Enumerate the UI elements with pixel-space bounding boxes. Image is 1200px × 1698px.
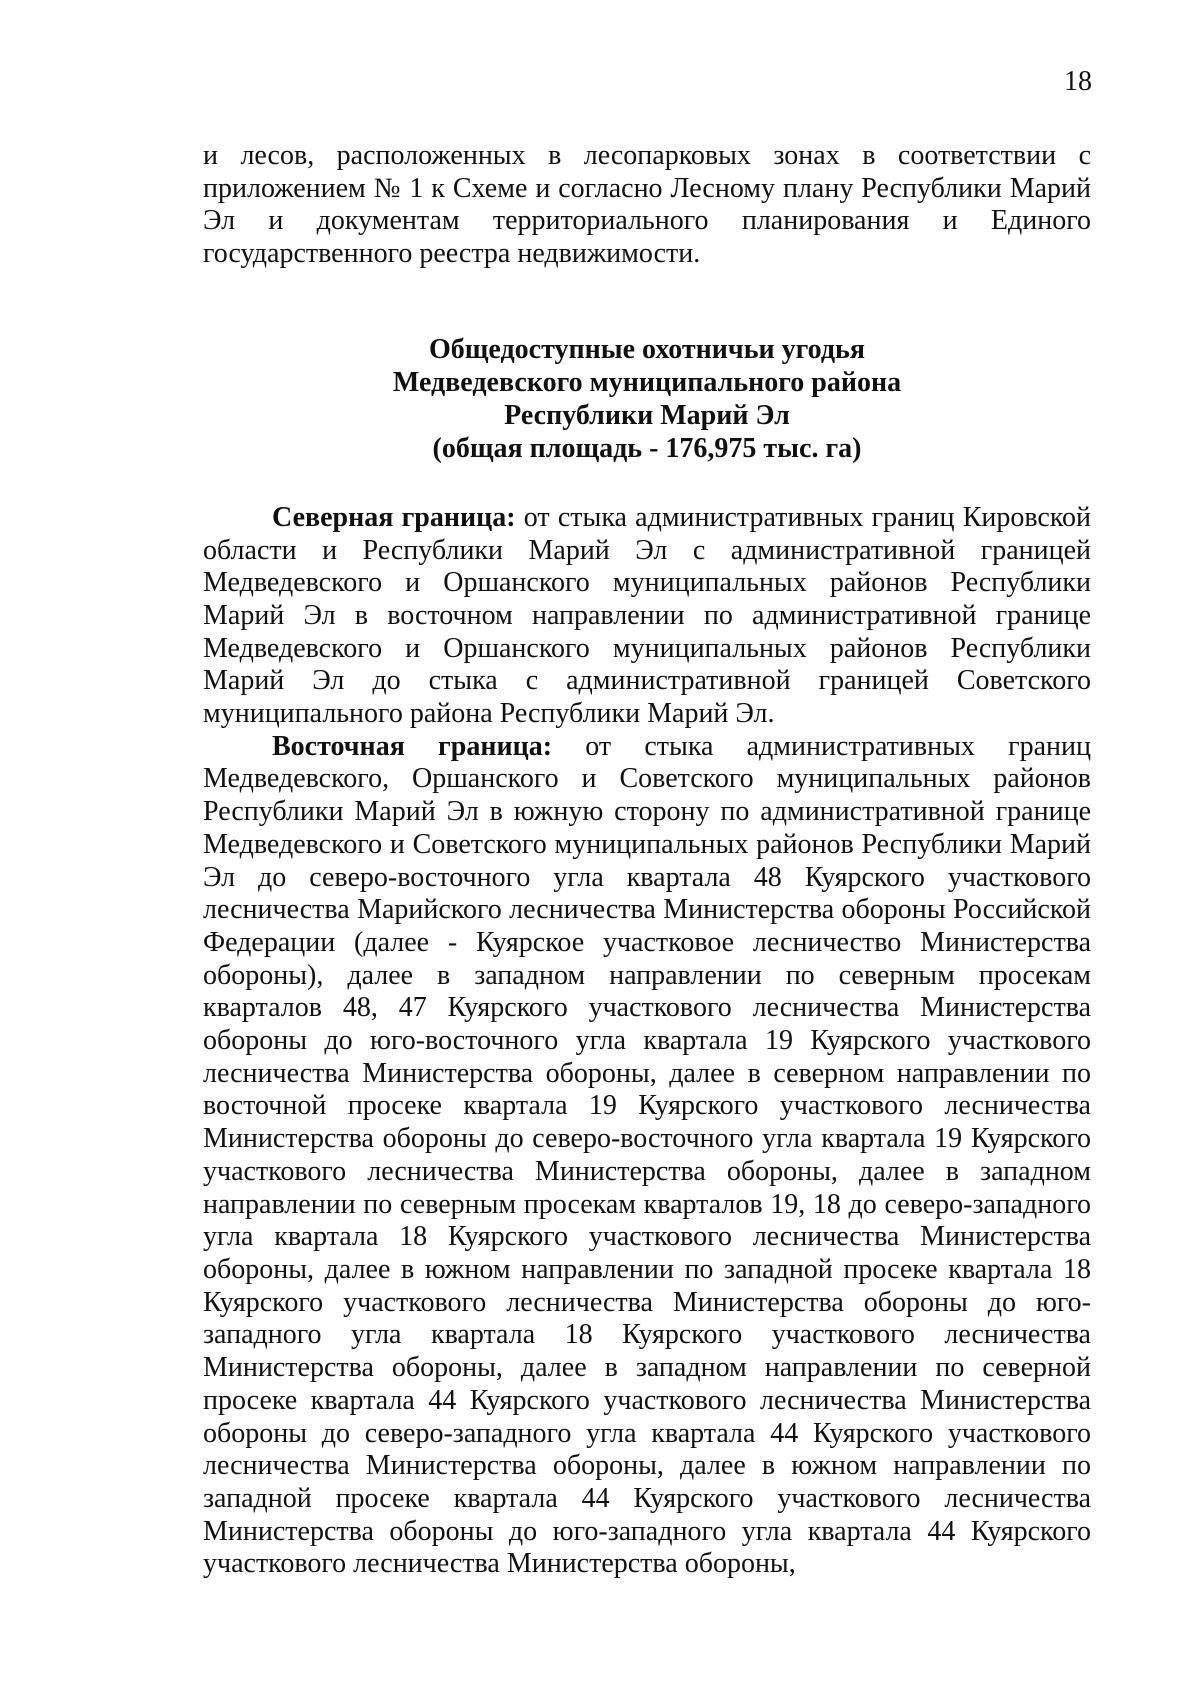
east-border-label: Восточная граница: xyxy=(272,730,553,762)
east-border-text: от стыка административных границ Медведевского, Оршанского и Советского муниципальных районов Республики Марий Эл в южную сторону по административной границе Медведевского и Советского муниципальных районов Республики Марий Эл до северо-восточного угла квартала 48 Куярского участкового лесничества Марийского лесничества Министерства обороны Российской Федерации (далее - Куярское участковое лесничество Министерства обороны), далее в западном направлении по северным просекам кварталов 48, 47 Куярского участкового лесничества Министерства обороны до юго-восточного угла квартала 19 Куярского участкового лесничества Министерства обороны, далее в северном направлении по восточной просеке квартала 19 Куярского участкового лесничества Министерства обороны до северо-восточного угла квартала 19 Куярского участкового лесничества Министерства обороны, далее в западном направлении по северным просекам кварталов 19, 18 до северо-западного угла квартала 18 Куярского участкового лесничества Министерства обороны, далее в южном направлении по западной просеке квартала 18 Куярского участкового лесничества Министерства обороны до юго-западного угла квартала 18 Куярского участкового лесничества Министерства обороны, далее в западном направлении по северной просеке квартала 44 Куярского участкового лесничества Министерства обороны до северо-западного угла квартала 44 Куярского участкового лесничества Министерства обороны, далее в южном направлении по западной просеке квартала 44 Куярского участкового лесничества Министерства обороны до юго-западного угла квартала 44 Куярского участкового лесничества Министерства обороны, xyxy=(203,730,1091,1580)
east-border-paragraph xyxy=(203,731,1091,1581)
north-border-label: Северная граница: xyxy=(272,501,516,533)
north-border-text: от стыка административных границ Кировской области и Республики Марий Эл с административной границей Медведевского и Оршанского муниципальных районов Республики Марий Эл в восточном направлении по административной границе Медведевского и Оршанского муниципальных районов Республики Марий Эл до стыка с административной границей Советского муниципального района Республики Марий Эл. xyxy=(203,501,1092,730)
section-heading xyxy=(203,333,1091,465)
heading-line-2: Медведевского муниципального района xyxy=(392,366,902,398)
document-body xyxy=(203,140,1091,1581)
heading-line-4: (общая площадь - 176,975 тыс. га) xyxy=(432,432,862,464)
north-border-paragraph xyxy=(203,502,1091,731)
heading-line-1: Общедоступные охотничьи угодья xyxy=(429,333,865,365)
intro-paragraph: и лесов, расположенных в лесопарковых зонах в соответствии с приложением № 1 к Схеме и согласно Лесному плану Республики Марий Эл и документам территориального планирования и Единого государственного реестра недвижимости. xyxy=(203,140,1091,270)
heading-line-3: Республики Марий Эл xyxy=(504,399,790,431)
page-number: 18 xyxy=(1064,66,1092,97)
